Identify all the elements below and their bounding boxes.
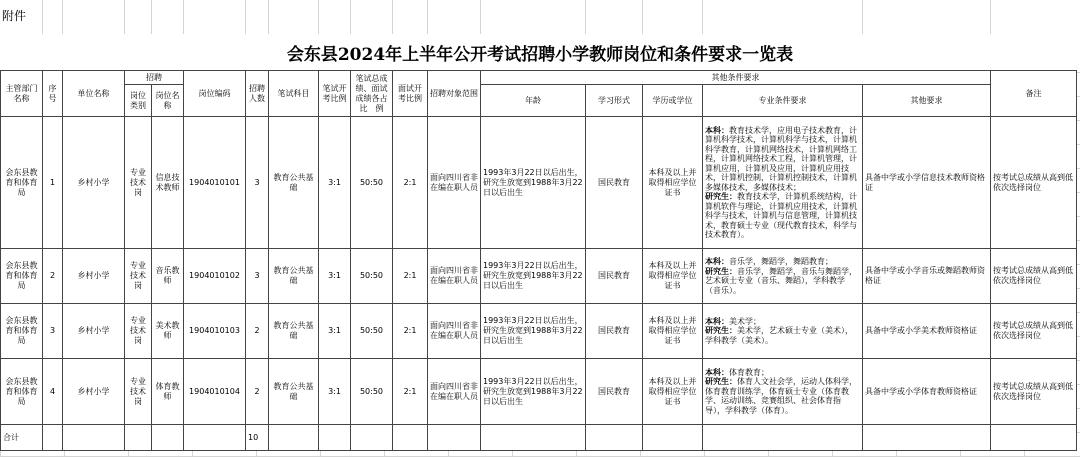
header-dept: 主管部门名称 [1, 71, 43, 117]
cell-seq: 3 [43, 304, 63, 359]
cell-post-name: 信息技术教师 [152, 117, 184, 249]
cell-post-type: 专业技术岗 [125, 359, 152, 425]
total-empty [152, 425, 184, 451]
total-empty [586, 425, 643, 451]
cell-major [703, 304, 863, 359]
major-pg-text: 教育技术学，计算机系统结构，计算机软件与理论，计算机应用技术，计算机科学与技术，计算机与信息管理，计算机技术，教育硕士专业（现代教育技术，科学与技术教育）。 [705, 192, 857, 239]
cell-major [703, 117, 863, 249]
major-pg-label: 研究生： [705, 377, 737, 387]
cell-age: 1993年3月22日以后出生，研究生放宽到1988年3月22日以后出生 [481, 117, 586, 249]
cell-study-form: 国民教育 [586, 117, 643, 249]
cell-unit: 乡村小学 [63, 249, 125, 304]
header-row-2 [1, 85, 1077, 117]
header-other-req: 其他要求 [863, 85, 991, 117]
cell-subject: 教育公共基础 [269, 304, 319, 359]
cell-education: 本科及以上并取得相应学位证书 [643, 117, 703, 249]
cell-count: 2 [246, 359, 269, 425]
cell-dept: 会东县教育和体育局 [1, 249, 43, 304]
cell-seq: 1 [43, 117, 63, 249]
header-target: 招聘对象范围 [428, 71, 481, 117]
header-subject: 笔试科目 [269, 71, 319, 117]
cell-seq: 2 [43, 249, 63, 304]
cell-interview-ratio: 2:1 [393, 249, 428, 304]
cell-post-code: 1904010104 [184, 359, 246, 425]
cell-exam-ratio: 3:1 [319, 359, 351, 425]
cell-other-req: 具备中学或小学体育教师资格证 [863, 359, 991, 425]
table-row [1, 359, 1077, 425]
header-post-type: 岗位类别 [125, 85, 152, 117]
cell-subject: 教育公共基础 [269, 117, 319, 249]
header-count: 招聘人数 [246, 71, 269, 117]
total-empty [43, 425, 63, 451]
cell-dept: 会东县教育和体育局 [1, 117, 43, 249]
cell-remark: 按考试总成绩从高到低依次选择岗位 [991, 117, 1077, 249]
total-row [1, 425, 1077, 451]
cell-unit: 乡村小学 [63, 359, 125, 425]
cell-weight: 50:50 [351, 304, 393, 359]
total-empty [319, 425, 351, 451]
header-row-1 [1, 71, 1077, 85]
annex-row [0, 0, 1080, 35]
cell-post-name: 美术教师 [152, 304, 184, 359]
cell-post-name: 体育教师 [152, 359, 184, 425]
cell-post-type: 专业技术岗 [125, 117, 152, 249]
header-unit: 单位名称 [63, 71, 125, 117]
cell-study-form: 国民教育 [586, 359, 643, 425]
cell-major [703, 359, 863, 425]
total-empty [863, 425, 991, 451]
header-seq: 序号 [43, 71, 63, 117]
cell-post-name: 音乐教师 [152, 249, 184, 304]
total-empty [991, 425, 1077, 451]
cell-post-type: 专业技术岗 [125, 249, 152, 304]
table-row [1, 304, 1077, 359]
cell-exam-ratio: 3:1 [319, 249, 351, 304]
cell-remark: 按考试总成绩从高到低依次选择岗位 [991, 249, 1077, 304]
cell-weight: 50:50 [351, 117, 393, 249]
header-recruit: 招聘 [125, 71, 184, 85]
header-weight: 笔试总成绩、面试成绩各占比 例 [351, 71, 393, 117]
cell-count: 3 [246, 117, 269, 249]
major-ug-label: 本科： [705, 316, 729, 326]
total-empty [643, 425, 703, 451]
cell-post-code: 1904010103 [184, 304, 246, 359]
cell-unit: 乡村小学 [63, 117, 125, 249]
total-label: 合计 [1, 425, 43, 451]
page-title: 会东县2024年上半年公开考试招聘小学教师岗位和条件要求一览表 [286, 44, 794, 65]
cell-interview-ratio: 2:1 [393, 117, 428, 249]
cell-other-req: 具备中学或小学音乐或舞蹈教师资格证 [863, 249, 991, 304]
cell-education: 本科及以上并取得相应学位证书 [643, 359, 703, 425]
cell-count: 3 [246, 249, 269, 304]
cell-post-type: 专业技术岗 [125, 304, 152, 359]
cell-dept: 会东县教育和体育局 [1, 359, 43, 425]
header-post-code: 岗位编码 [184, 71, 246, 117]
major-ug-text: 教育技术学，应用电子技术教育，计算机科学技术，计算机科学与技术，计算机科学教育，计算机网络技术，计算机网络工程，计算机网络技术工程，计算机管理，计算机应用，计算机及应用，计算机应用技术，计算机控制，计算机控制技术，计算机多媒体技术，多媒体技术； [705, 125, 857, 192]
major-ug-text: 体育教育； [729, 367, 769, 377]
header-interview-ratio: 面试开考比例 [393, 71, 428, 117]
total-empty [125, 425, 152, 451]
cell-other-req: 具备中学或小学信息技术教师资格证 [863, 117, 991, 249]
total-count: 10 [246, 425, 269, 451]
cell-age: 1993年3月22日以后出生，研究生放宽到1988年3月22日以后出生 [481, 249, 586, 304]
major-pg-text: 音乐学，舞蹈学，音乐与舞蹈学，艺术硕士专业（音乐、舞蹈），学科教学（音乐）。 [705, 266, 857, 295]
major-pg-label: 研究生： [705, 192, 737, 201]
major-ug-label: 本科： [705, 367, 729, 377]
major-ug-text: 音乐学，舞蹈学，舞蹈教育； [729, 257, 833, 266]
cell-target: 面向四川省非在编在职人员 [428, 249, 481, 304]
cell-education: 本科及以上并取得相应学位证书 [643, 304, 703, 359]
cell-post-code: 1904010102 [184, 249, 246, 304]
total-empty [269, 425, 319, 451]
cell-study-form: 国民教育 [586, 249, 643, 304]
cell-exam-ratio: 3:1 [319, 304, 351, 359]
major-ug-label: 本科： [705, 125, 729, 135]
cell-target: 面向四川省非在编在职人员 [428, 304, 481, 359]
total-empty [703, 425, 863, 451]
major-ug-text: 美术学； [729, 316, 761, 326]
cell-post-code: 1904010101 [184, 117, 246, 249]
recruitment-table [0, 70, 1077, 451]
cell-seq: 4 [43, 359, 63, 425]
cell-remark: 按考试总成绩从高到低依次选择岗位 [991, 304, 1077, 359]
annex-label: 附件 [2, 9, 27, 23]
header-major: 专业条件要求 [703, 85, 863, 117]
cell-education: 本科及以上并取得相应学位证书 [643, 249, 703, 304]
cell-count: 2 [246, 304, 269, 359]
cell-interview-ratio: 2:1 [393, 359, 428, 425]
cell-remark: 按考试总成绩从高到低依次选择岗位 [991, 359, 1077, 425]
major-pg-text: 体育人文社会学，运动人体科学，体育教育训练学，体育硕士专业（体育教学、运动训练、竞赛组织、社会体育指导），学科教学（体育）。 [705, 377, 857, 415]
cell-target: 面向四川省非在编在职人员 [428, 359, 481, 425]
major-pg-text: 美术学，艺术硕士专业（美术），学科教学（美术）。 [705, 326, 853, 345]
major-ug-label: 本科： [705, 257, 729, 266]
major-pg-label: 研究生： [705, 326, 737, 336]
total-empty [184, 425, 246, 451]
major-pg-label: 研究生： [705, 266, 737, 276]
table-row [1, 117, 1077, 249]
total-empty [63, 425, 125, 451]
cell-interview-ratio: 2:1 [393, 304, 428, 359]
cell-dept: 会东县教育和体育局 [1, 304, 43, 359]
cell-weight: 50:50 [351, 249, 393, 304]
header-other-conditions: 其他条件要求 [481, 71, 991, 85]
cell-age: 1993年3月22日以后出生，研究生放宽到1988年3月22日以后出生 [481, 304, 586, 359]
header-exam-ratio: 笔试开考比例 [319, 71, 351, 117]
cell-major [703, 249, 863, 304]
cell-subject: 教育公共基础 [269, 249, 319, 304]
header-age: 年龄 [481, 85, 586, 117]
table-row [1, 249, 1077, 304]
cell-other-req: 具备中学或小学美术教师资格证 [863, 304, 991, 359]
cell-study-form: 国民教育 [586, 304, 643, 359]
total-empty [351, 425, 393, 451]
title-row [0, 34, 1080, 70]
cell-subject: 教育公共基础 [269, 359, 319, 425]
cell-age: 1993年3月22日以后出生，研究生放宽到1988年3月22日以后出生 [481, 359, 586, 425]
header-remark: 备注 [991, 71, 1077, 117]
cell-target: 面向四川省非在编在职人员 [428, 117, 481, 249]
header-post-name: 岗位名称 [152, 85, 184, 117]
cell-unit: 乡村小学 [63, 304, 125, 359]
total-empty [481, 425, 586, 451]
header-study-form: 学习形式 [586, 85, 643, 117]
cell-weight: 50:50 [351, 359, 393, 425]
cell-exam-ratio: 3:1 [319, 117, 351, 249]
header-education: 学历或学位 [643, 85, 703, 117]
total-empty [393, 425, 428, 451]
total-empty [428, 425, 481, 451]
